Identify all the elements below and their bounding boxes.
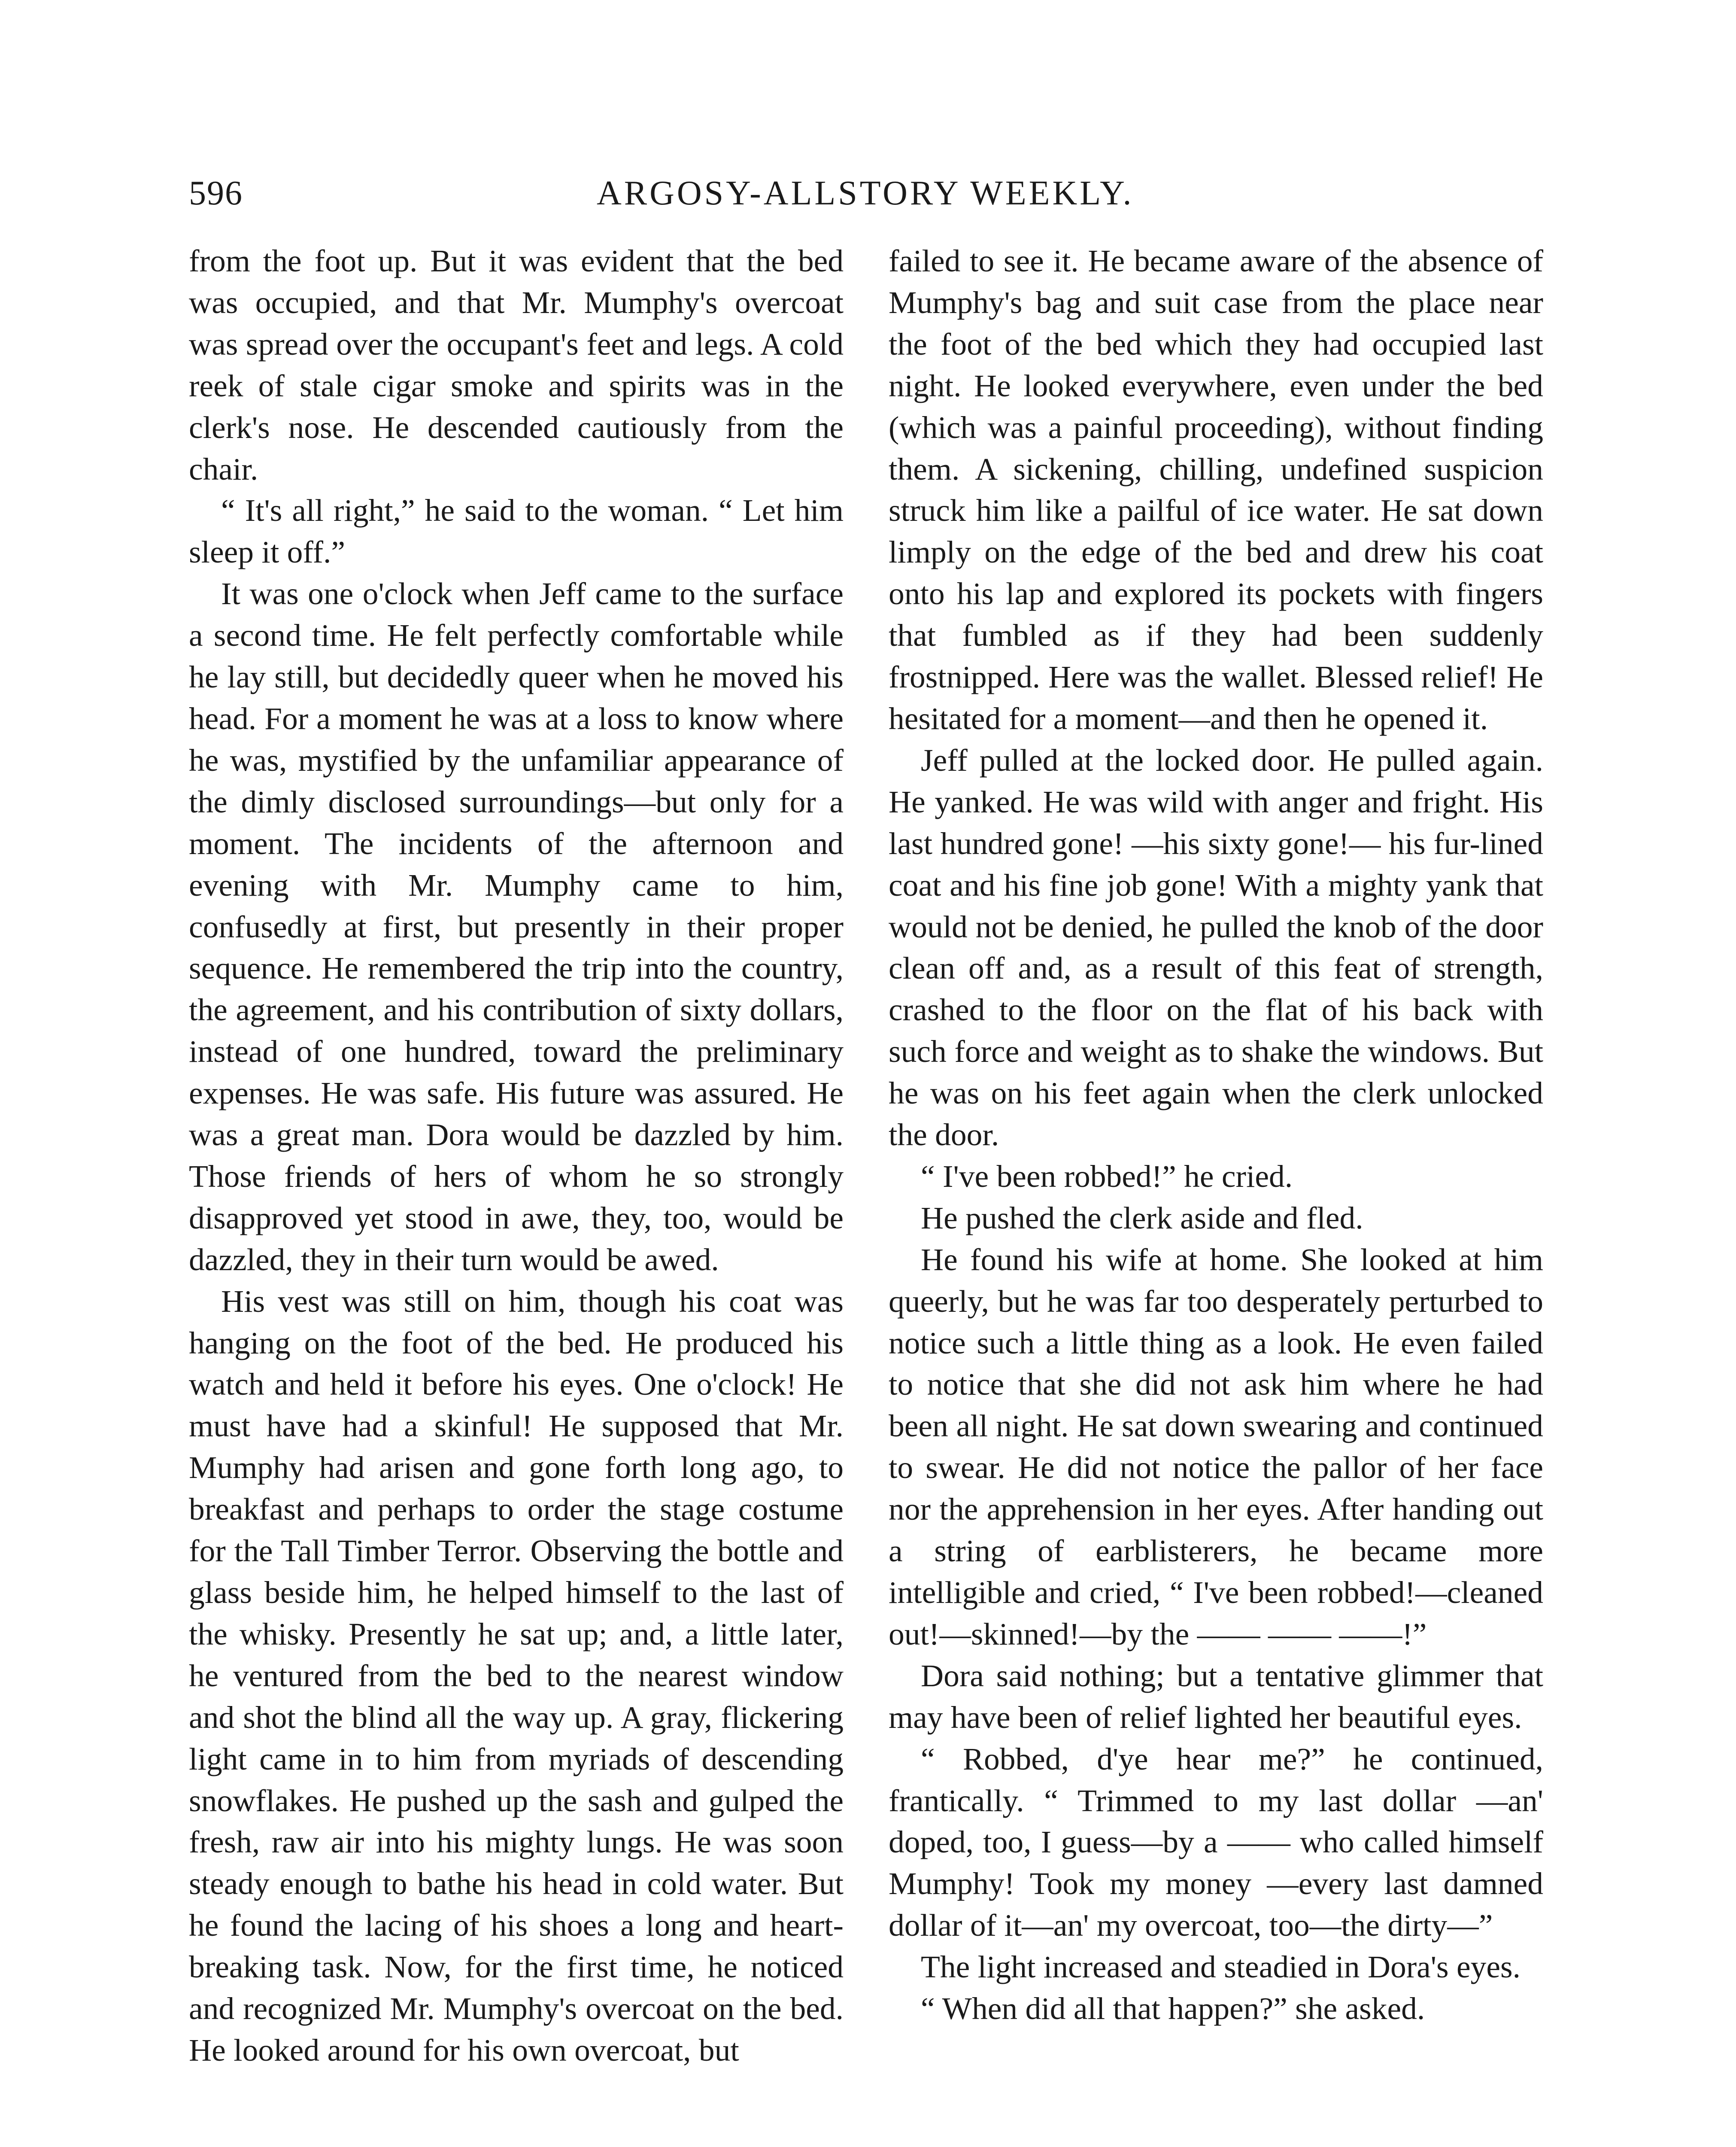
running-title: ARGOSY-ALLSTORY WEEKLY.: [597, 174, 1134, 212]
paragraph: He found his wife at home. She looked at him queerly, but he was far too desperately perturbed to notice such a little thing as a look. He even failed to notice that she did not ask him where he had been all night. He sat down swearing and continued to swear. He did not notice the pallor of her face nor the apprehension in her eyes. After handing out a string of earblisterers, he became more intelligible and cried, “ I've been robbed!—cleaned out!—skinned!—by the —— —— ——!”: [889, 1242, 1543, 1651]
paragraph: He pushed the clerk aside and fled.: [921, 1200, 1363, 1235]
paragraph: It was one o'clock when Jeff came to the surface a second time. He felt perfectly comfortable while he lay still, but decidedly queer when he moved his head. For a moment he was at a loss to know where he was, mystified by the unfamiliar appearance of the dimly disclosed surroundings—but only for a moment. The incidents of the afternoon and evening with Mr. Mumphy came to him, confusedly at first, but presently in their proper sequence. He remembered the trip into the country, the agreement, and his contribution of sixty dollars, instead of one hundred, toward the preliminary expenses. He was safe. His future was assured. He was a great man. Dora would be dazzled by him. Those friends of hers of whom he so strongly disapproved yet stood in awe, they, too, would be dazzled, they in their turn would be awed.: [189, 576, 844, 1277]
paragraph: Dora said nothing; but a tentative glimmer that may have been of relief lighted her beautiful eyes.: [889, 1658, 1543, 1735]
paragraph: The light increased and steadied in Dora's eyes.: [921, 1949, 1521, 1985]
paragraph: failed to see it. He became aware of the absence of Mumphy's bag and suit case from the place near the foot of the bed which they had occupied last night. He looked everywhere, even under the bed (which was a painful proceeding), without finding them. A sickening, chilling, undefined suspicion struck him like a pailful of ice water. He sat down limply on the edge of the bed and drew his coat onto his lap and explored its pockets with fingers that fumbled as if they had been suddenly frostnipped. Here was the wallet. Blessed relief! He hesitated for a moment—and then he opened it.: [889, 243, 1543, 736]
paragraph: from the foot up. But it was evident that the bed was occupied, and that Mr. Mumphy's overcoat was spread over the occupant's feet and legs. A cold reek of stale cigar smoke and spirits was in the clerk's nose. He descended cautiously from the chair.: [189, 243, 844, 487]
paragraph: “ It's all right,” he said to the woman. “ Let him sleep it off.”: [189, 493, 844, 570]
page-number: 596: [189, 174, 243, 212]
paragraph: His vest was still on him, though his coat was hanging on the foot of the bed. He produced his watch and held it before his eyes. One o'clock! He must have had a skinful! He supposed that Mr. Mumphy had arisen and gone forth long ago, to breakfast and perhaps to order the stage costume for the Tall Timber Terror. Observing the bottle and glass beside him, he helped himself to the last of the whisky. Presently he sat up; and, a little later, he ventured from the bed to the nearest window and shot the blind all the way up. A gray, flickering light came in to him from myriads of descending snowflakes. He pushed up the sash and gulped the fresh, raw air into his mighty lungs. He was soon steady enough to bathe his head in cold water. But he found the lacing of his shoes a long and heart-breaking task. Now, for the first time, he noticed and recognized Mr. Mumphy's overcoat on the bed. He looked around for his own overcoat, but: [189, 1283, 844, 2068]
right-column: [889, 240, 1543, 2030]
paragraph: Jeff pulled at the locked door. He pulled again. He yanked. He was wild with anger and fright. His last hundred gone! —his sixty gone!— his fur-lined coat and his fine job gone! With a mighty yank that would not be denied, he pulled the knob of the door clean off and, as a result of this feat of strength, crashed to the floor on the flat of his back with such force and weight as to shake the windows. But he was on his feet again when the clerk unlocked the door.: [889, 742, 1543, 1153]
paragraph: “ Robbed, d'ye hear me?” he continued, frantically. “ Trimmed to my last dollar —an' doped, too, I guess—by a —— who called himself Mumphy! Took my money —every last damned dollar of it—an' my overcoat, too—the dirty—”: [889, 1741, 1543, 1943]
left-column: [189, 240, 844, 2071]
page-header: [189, 167, 1554, 219]
paragraph: “ I've been robbed!” he cried.: [921, 1159, 1293, 1194]
paragraph: “ When did all that happen?” she asked.: [921, 1991, 1425, 2026]
